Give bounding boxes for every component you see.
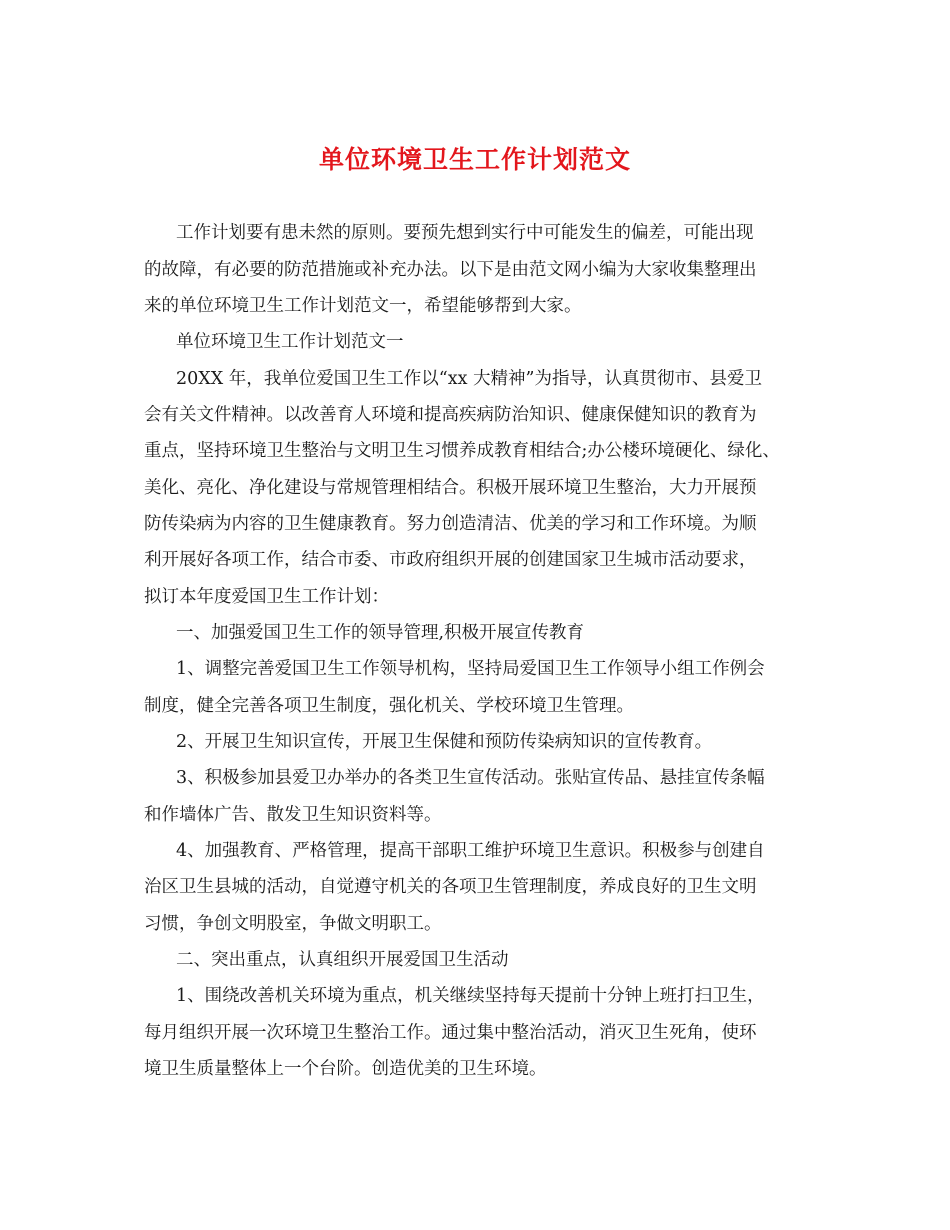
paragraph-line: 重点，坚持环境卫生整治与文明卫生习惯养成教育相结合;办公楼环境硬化、绿化、	[144, 441, 780, 461]
paragraph-line: 4、加强教育、严格管理，提高干部职工维护环境卫生意识。积极参与创建自	[176, 841, 765, 861]
paragraph-line: 境卫生质量整体上一个台阶。创造优美的卫生环境。	[144, 1059, 547, 1079]
paragraph-line: 习惯，争创文明股室，争做文明职工。	[144, 914, 442, 934]
section-heading: 二、突出重点，认真组织开展爱国卫生活动	[176, 950, 509, 970]
paragraph-line: 的故障，有必要的防范措施或补充办法。以下是由范文网小编为大家收集整理出	[144, 260, 757, 280]
paragraph-line: 利开展好各项工作，结合市委、市政府组织开展的创建国家卫生城市活动要求，	[144, 550, 757, 570]
paragraph-line: 来的单位环境卫生工作计划范文一，希望能够帮到大家。	[144, 296, 582, 316]
paragraph-line: 会有关文件精神。以改善育人环境和提高疾病防治知识、健康保健知识的教育为	[144, 405, 757, 425]
paragraph-line: 治区卫生县城的活动，自觉遵守机关的各项卫生管理制度，养成良好的卫生文明	[144, 877, 757, 897]
paragraph-line: 20XX 年，我单位爱国卫生工作以“xx 大精神”为指导，认真贯彻市、县爱卫	[176, 369, 762, 389]
paragraph-line: 2、开展卫生知识宣传，开展卫生保健和预防传染病知识的宣传教育。	[176, 732, 713, 752]
paragraph-line: 1、围绕改善机关环境为重点，机关继续坚持每天提前十分钟上班打扫卫生，	[176, 986, 765, 1006]
paragraph-line: 每月组织开展一次环境卫生整治工作。通过集中整治活动，消灭卫生死角，使环	[144, 1023, 757, 1043]
paragraph-line: 制度，健全完善各项卫生制度，强化机关、学校环境卫生管理。	[144, 696, 634, 716]
paragraph-line: 和作墙体广告、散发卫生知识资料等。	[144, 805, 442, 825]
paragraph-line: 工作计划要有患未然的原则。要预先想到实行中可能发生的偏差，可能出现	[176, 223, 754, 243]
paragraph-line: 拟订本年度爱国卫生工作计划：	[144, 587, 389, 607]
paragraph-line: 防传染病为内容的卫生健康教育。努力创造清洁、优美的学习和工作环境。为顺	[144, 514, 757, 534]
paragraph-line: 1、调整完善爱国卫生工作领导机构，坚持局爱国卫生工作领导小组工作例会	[176, 659, 765, 679]
paragraph-line: 美化、亮化、净化建设与常规管理相结合。积极开展环境卫生整治，大力开展预	[144, 478, 757, 498]
paragraph-line: 3、积极参加县爱卫办举办的各类卫生宣传活动。张贴宣传品、悬挂宣传条幅	[176, 768, 765, 788]
section-heading: 一、加强爱国卫生工作的领导管理,积极开展宣传教育	[176, 623, 585, 643]
section-heading: 单位环境卫生工作计划范文一	[176, 332, 404, 352]
document-title: 单位环境卫生工作计划范文	[318, 145, 631, 174]
